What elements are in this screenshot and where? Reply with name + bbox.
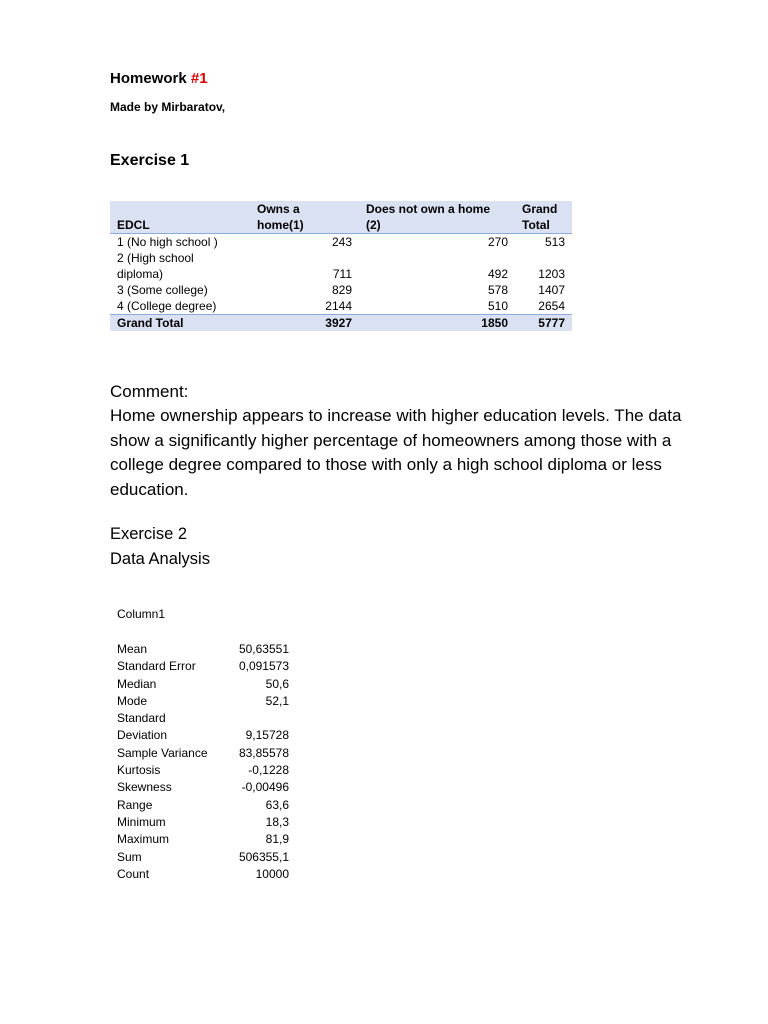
stats-row: Sample Variance 83,85578: [117, 745, 289, 760]
exercise2-heading: Exercise 2: [110, 525, 188, 543]
stats-row: Standard Error 0,091573: [117, 659, 289, 674]
table-row: 3 (Some college) 829 578 1407: [117, 283, 565, 297]
table-row: 1 (No high school ) 243 270 513: [117, 235, 565, 249]
header-owns: Owns a home(1): [250, 201, 359, 234]
stats-row: Sum 506355,1: [117, 849, 289, 864]
stats-table: [110, 641, 296, 883]
stats-row: Standard: [117, 711, 166, 726]
stats-row: Mean 50,63551: [117, 642, 289, 656]
stats-row: Count 10000: [117, 866, 289, 881]
stats-column-label: Column1: [117, 607, 166, 621]
stats-row: Kurtosis -0,1228: [117, 763, 289, 778]
stats-row: Minimum 18,3: [117, 814, 289, 829]
grand-total-row: Grand Total 3927 1850 5777: [110, 315, 572, 332]
header-total: Grand Total: [515, 201, 572, 234]
author-line: Made by Mirbaratov,: [110, 100, 226, 114]
table-header-row: [110, 201, 572, 234]
title-number: #1: [190, 70, 208, 87]
header-not-own: Does not own a home (2): [359, 201, 515, 234]
stats-row: Median 50,6: [117, 676, 289, 691]
stats-row: Deviation 9,15728: [117, 728, 289, 743]
table-row: 4 (College degree) 2144 510 2654: [117, 299, 565, 313]
title-prefix: Homework: [110, 70, 191, 87]
data-analysis-heading: Data Analysis: [110, 550, 210, 568]
stats-row: Mode 52,1: [117, 693, 289, 708]
stats-row: Skewness -0,00496: [117, 780, 289, 795]
header-edcl: EDCL: [110, 201, 250, 234]
exercise1-heading: Exercise 1: [110, 152, 190, 169]
comment-text: Home ownership appears to increase with higher education levels. The data show a significantly higher percentage of homeowners among those with a college degree compared to those with only a high school diploma or less education.: [110, 406, 682, 499]
comment-label: Comment:: [110, 382, 189, 401]
page-title: [110, 70, 208, 87]
table-row: 2 (High school diploma) 711 492 1203: [117, 251, 565, 281]
pivot-table: [110, 201, 572, 331]
stats-row: Range 63,6: [117, 797, 289, 812]
stats-row: Maximum 81,9: [117, 832, 289, 847]
